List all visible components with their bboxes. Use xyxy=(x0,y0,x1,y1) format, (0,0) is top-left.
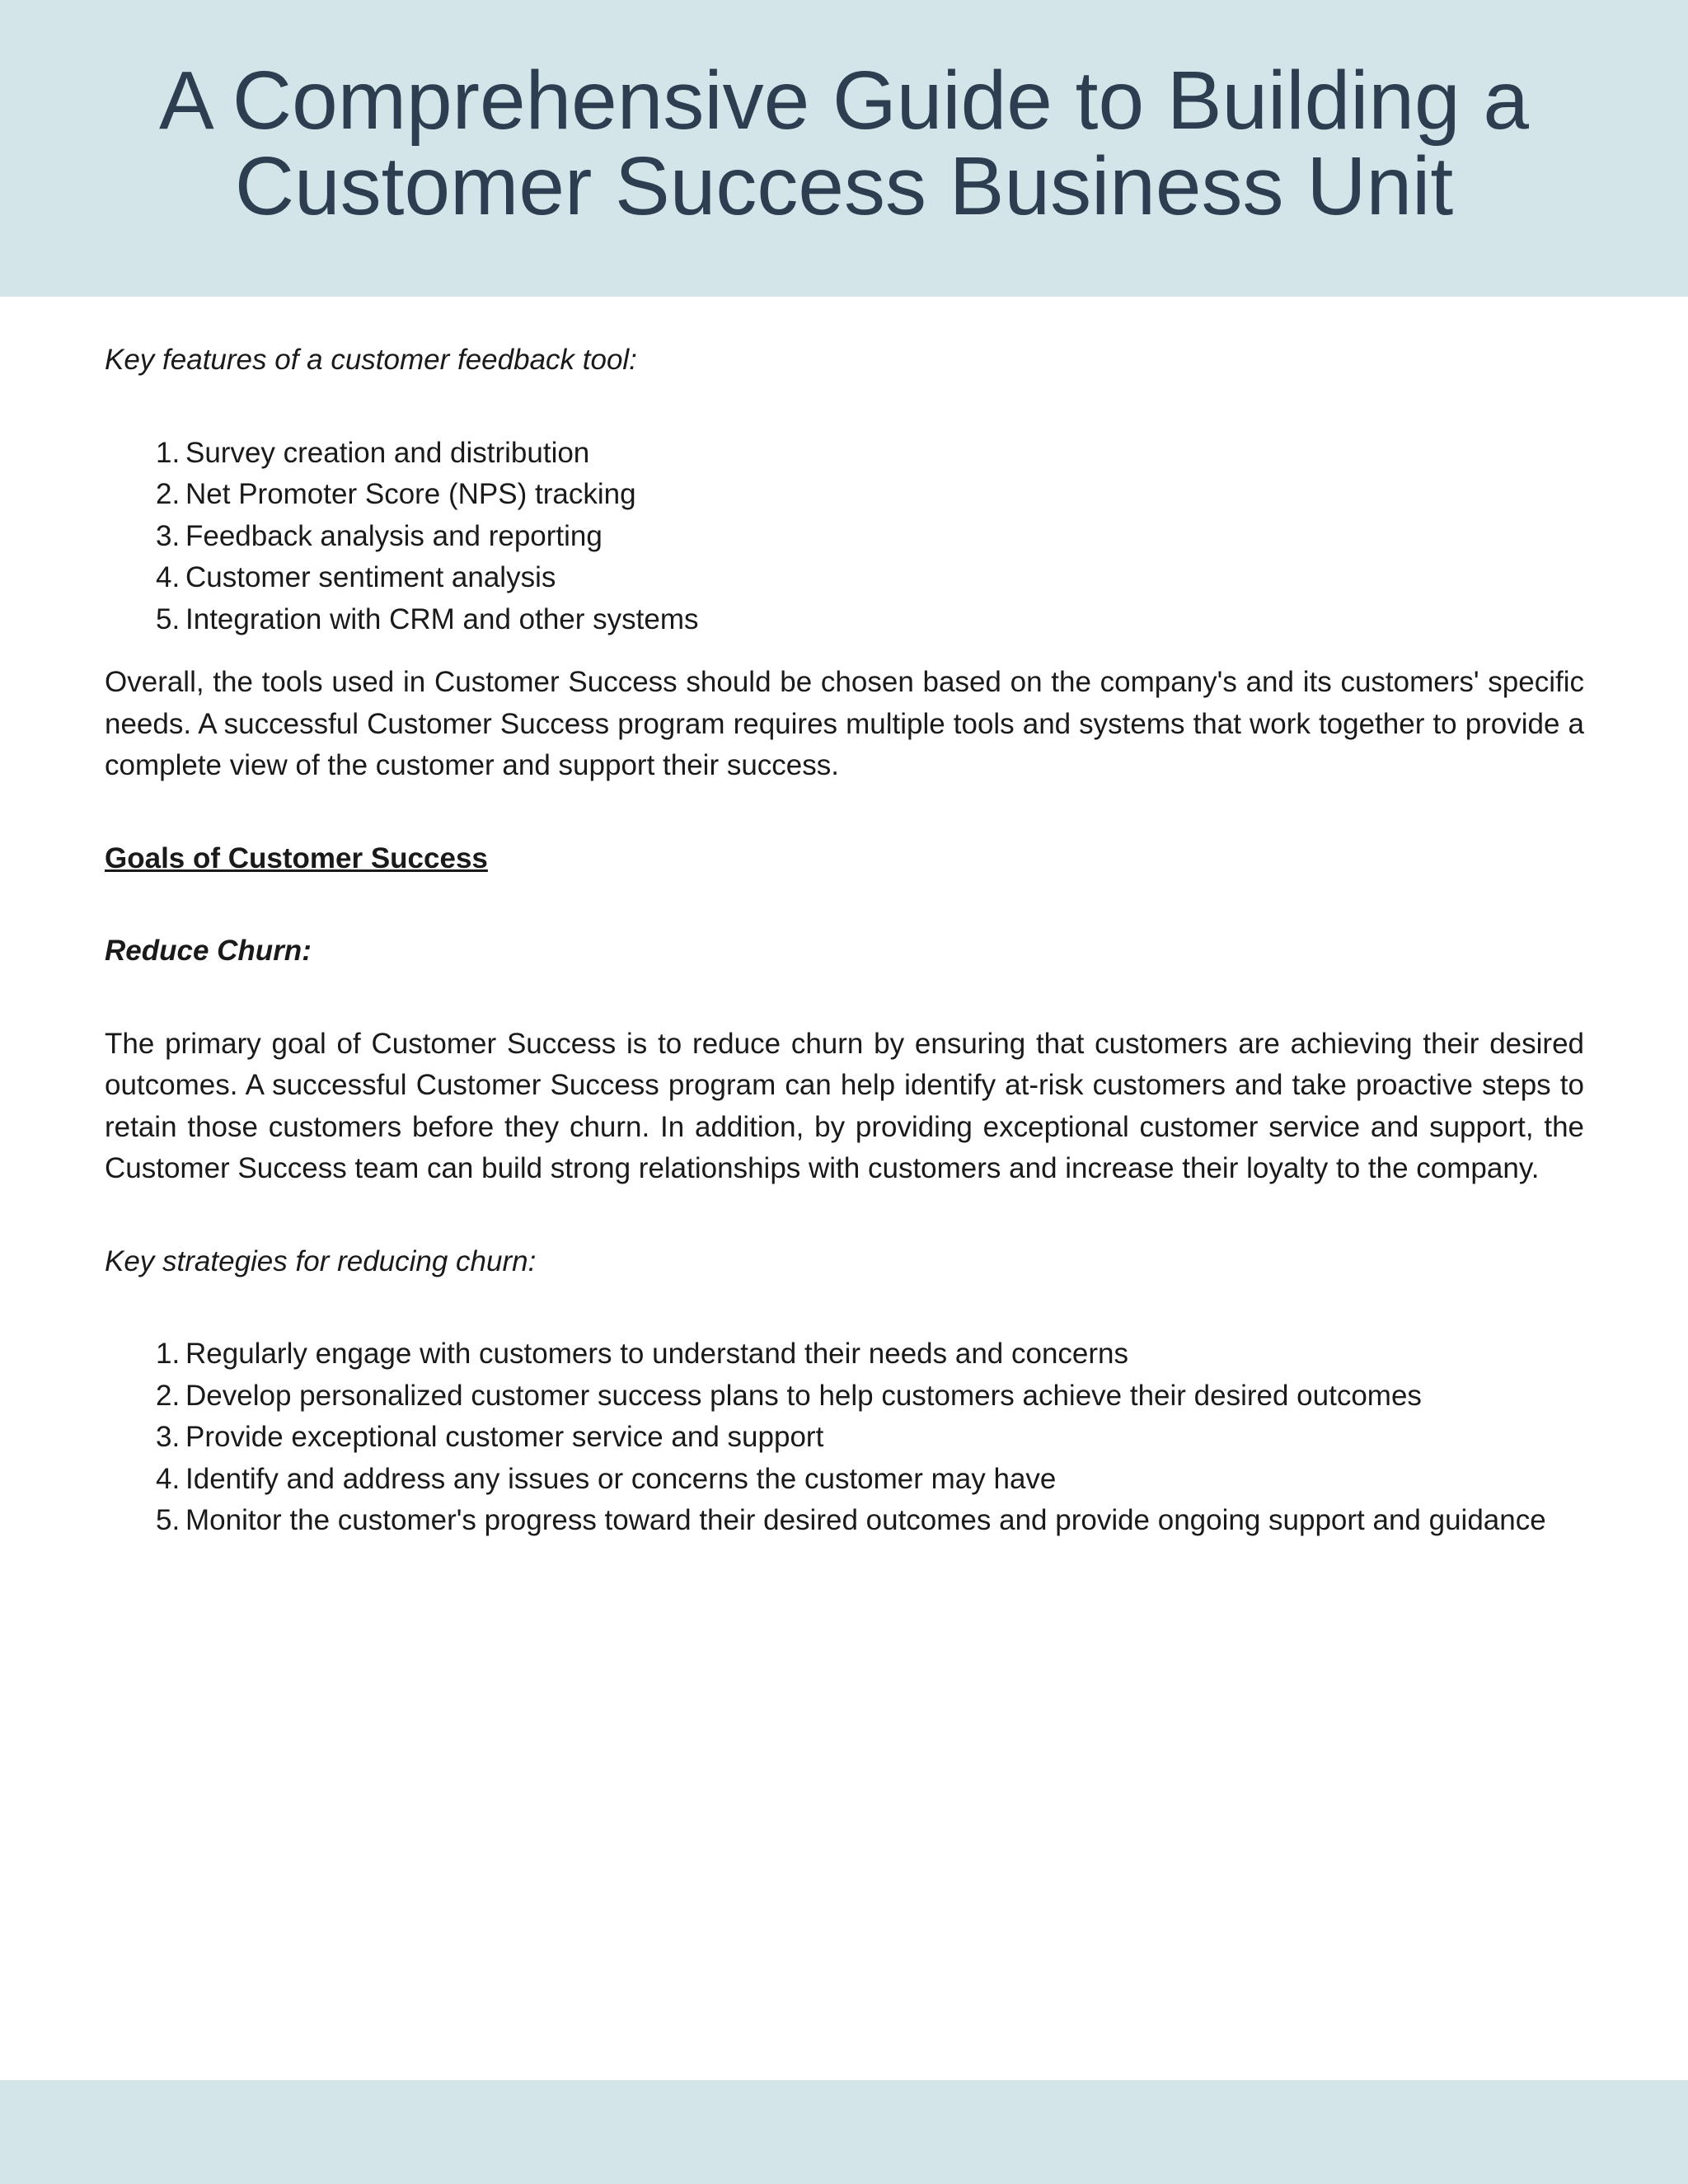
list-item xyxy=(105,557,1584,599)
list-item-text: Net Promoter Score (NPS) tracking xyxy=(185,478,636,510)
list-item xyxy=(105,599,1584,641)
list-item xyxy=(105,1500,1584,1542)
overall-paragraph: Overall, the tools used in Customer Success should be chosen based on the company's and its customers' specific needs. A successful Customer Success program requires multiple tools and systems that work together to provide a complete view of the customer and support their success. xyxy=(105,666,1584,781)
title-line-2: Customer Success Business Unit xyxy=(234,140,1454,232)
list-item-text: Identify and address any issues or concerns the customer may have xyxy=(185,1462,1057,1495)
feedback-tool-intro: Key features of a customer feedback tool: xyxy=(105,344,637,376)
list-number: 4. xyxy=(156,1462,181,1495)
list-number: 2. xyxy=(156,478,181,510)
list-item xyxy=(105,433,1584,475)
list-item xyxy=(105,474,1584,516)
list-number: 3. xyxy=(156,519,181,552)
subheading-reduce-churn: Reduce Churn: xyxy=(105,935,312,967)
list-item-text: Monitor the customer's progress toward their desired outcomes and provide ongoing support and guidance xyxy=(185,1504,1546,1536)
list-number: 2. xyxy=(156,1379,181,1412)
churn-strategies-list xyxy=(105,1333,1584,1542)
list-number: 1. xyxy=(156,1338,181,1370)
list-number: 4. xyxy=(156,561,181,593)
document-body xyxy=(105,340,1584,1542)
list-number: 5. xyxy=(156,602,181,635)
title-line-1: A Comprehensive Guide to Building a xyxy=(158,54,1530,147)
list-item-text: Integration with CRM and other systems xyxy=(185,602,699,635)
list-item xyxy=(105,516,1584,558)
list-number: 5. xyxy=(156,1504,181,1536)
footer-band xyxy=(0,2080,1688,2184)
document-title xyxy=(0,54,1688,232)
list-item-text: Feedback analysis and reporting xyxy=(185,519,603,552)
feedback-tool-features-list xyxy=(105,433,1584,641)
list-item xyxy=(105,1333,1584,1376)
strategies-intro: Key strategies for reducing churn: xyxy=(105,1244,537,1277)
reduce-churn-paragraph: The primary goal of Customer Success is to reduce churn by ensuring that customers are achieving their desired outcomes. A successful Customer Success program can help identify at-risk customers and take proactive steps to retain those customers before they churn. In addition, by providing exceptional customer service and support, the Customer Success team can build strong relationships with customers and increase their loyalty to the company. xyxy=(105,1027,1584,1184)
list-number: 1. xyxy=(156,436,181,469)
section-heading-goals: Goals of Customer Success xyxy=(105,841,488,874)
list-item-text: Develop personalized customer success plans to help customers achieve their desired outcomes xyxy=(185,1379,1422,1412)
list-item-text: Regularly engage with customers to understand their needs and concerns xyxy=(185,1338,1129,1370)
list-item xyxy=(105,1459,1584,1501)
list-item-text: Survey creation and distribution xyxy=(185,436,590,469)
list-item xyxy=(105,1376,1584,1418)
list-item-text: Customer sentiment analysis xyxy=(185,561,556,593)
list-number: 3. xyxy=(156,1421,181,1453)
list-item-text: Provide exceptional customer service and support xyxy=(185,1421,824,1453)
list-item xyxy=(105,1417,1584,1459)
